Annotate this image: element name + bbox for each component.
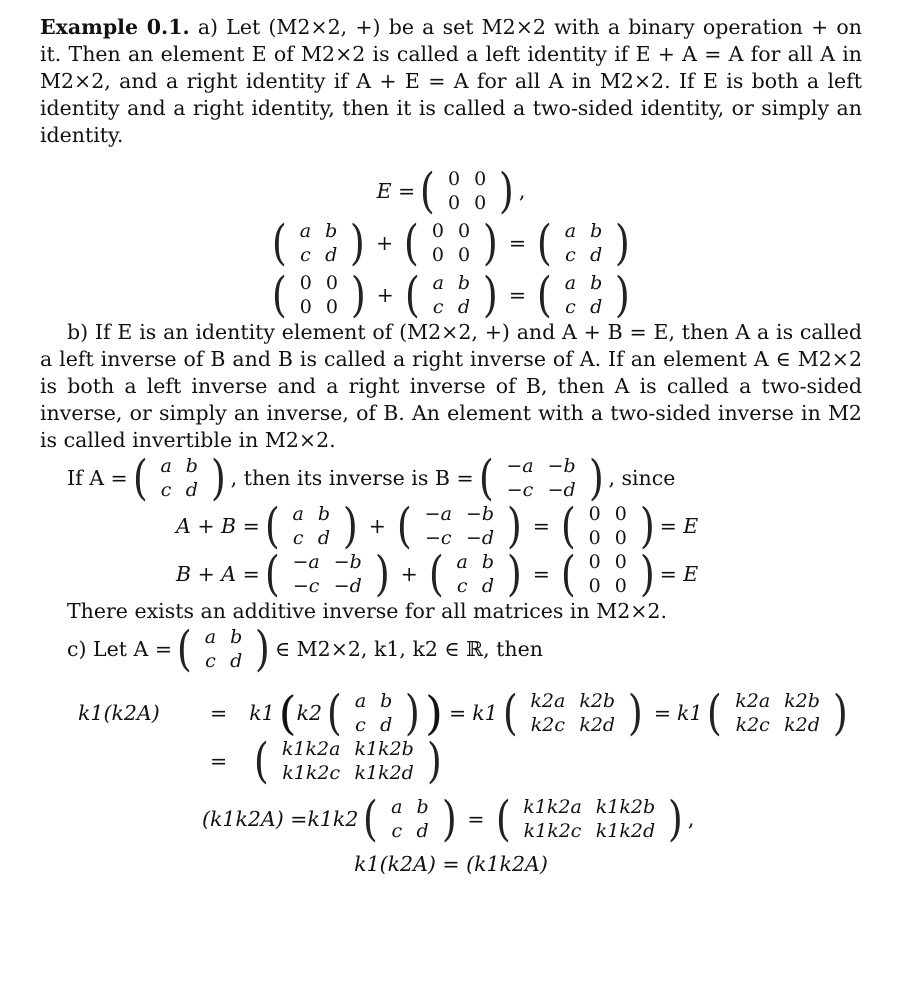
comma: , — [687, 806, 695, 831]
matrix-abcd — [403, 267, 500, 323]
matrix-cell: b — [416, 796, 429, 818]
matrix-k2 — [501, 685, 645, 741]
matrix-cell: −b — [547, 455, 576, 477]
matrix-abcd — [427, 546, 524, 602]
matrix-cell: d — [590, 296, 603, 318]
matrix-cell: −a — [506, 455, 534, 477]
k1-label: k1 — [472, 700, 498, 725]
matrix-cell: d — [325, 244, 338, 266]
matrix-cell: c — [391, 820, 403, 842]
matrix-abcd — [131, 450, 228, 506]
left-paren: ( — [326, 685, 342, 741]
inverse-intro-mid: , then its inverse is B = — [230, 465, 474, 490]
identity-equation — [40, 163, 862, 219]
matrix-cell: k2b — [579, 690, 616, 712]
left-paren: ( — [176, 621, 192, 677]
left-paren: ( — [502, 685, 518, 741]
matrix-cell: 0 — [614, 551, 627, 573]
part-b-line-4: or simply an inverse, of B. An element with a two-sided inverse in M2 is called — [40, 401, 862, 452]
plus-sign: + — [375, 230, 394, 255]
matrix-abcd — [175, 621, 272, 677]
k1k2-label: k1k2 — [307, 806, 359, 831]
matrix-cell: c — [432, 296, 444, 318]
matrix-cell: −a — [292, 551, 320, 573]
matrix-cell: −b — [465, 503, 495, 525]
part-b-line-5: invertible in M2×2. — [132, 428, 336, 452]
equals-E: = E — [659, 561, 699, 586]
document-page — [40, 14, 862, 878]
equals-sign: = — [508, 230, 527, 255]
matrix-cell: a — [391, 796, 403, 818]
matrix-abcd — [325, 685, 422, 741]
matrix-cell: k1k2d — [354, 762, 414, 784]
matrix-cell: b — [230, 626, 243, 648]
additive-inverse-text: There exists an additive inverse for all matrices in M2×2. — [67, 599, 667, 623]
matrix-cell: b — [481, 551, 495, 573]
matrix-cell: c — [355, 714, 366, 736]
left-paren: ( — [536, 267, 552, 323]
matrix-abcd — [263, 498, 360, 554]
matrix-cell: 0 — [458, 244, 471, 266]
matrix-k1k2 — [494, 791, 685, 847]
left-paren: ( — [707, 685, 723, 741]
left-paren: ( — [264, 546, 280, 602]
right-paren: ) — [499, 163, 515, 219]
matrix-cell: d — [185, 479, 198, 501]
inverse-intro — [40, 450, 862, 506]
part-c-post: ∈ M2×2, k1, k2 ∈ ℝ, then — [274, 636, 543, 661]
right-paren: ) — [506, 498, 522, 554]
left-paren: ( — [396, 498, 412, 554]
matrix-cell: a — [299, 220, 312, 242]
matrix-cell: −a — [424, 503, 452, 525]
part-c-intro — [40, 621, 862, 677]
matrix-cell: k1k2a — [281, 738, 341, 760]
right-paren: ) — [482, 215, 498, 271]
matrix-cell: b — [317, 503, 331, 525]
matrix-cell: −d — [333, 575, 362, 597]
matrix-cell: c — [160, 479, 172, 501]
matrix-cell: k2a — [735, 690, 771, 712]
matrix-cell: 0 — [299, 272, 312, 294]
sum-ba-lhs: B + A = — [176, 561, 260, 586]
part-a-line-4: a right identity, then it is called a two-sided identity, or simply an identity. — [40, 96, 862, 147]
matrix-cell: c — [205, 650, 216, 672]
matrix-zero — [559, 546, 657, 602]
left-paren: ( — [428, 546, 444, 602]
equals-sign: = — [532, 561, 550, 586]
matrix-zero — [559, 498, 657, 554]
plus-sign: + — [368, 513, 386, 538]
left-paren: ( — [404, 215, 420, 271]
matrix-zero — [402, 215, 500, 271]
matrix-cell: k1k2c — [282, 762, 341, 784]
part-a-line-2: Then an element E of M2×2 is called a left identity if E + A = A for all A in M2×2, — [40, 42, 862, 93]
right-paren: ) — [482, 267, 498, 323]
right-paren: ) — [210, 450, 226, 506]
part-b-line-3: is both a left inverse and a right inverse of B, then A is called a two-sided inverse, — [40, 374, 862, 425]
matrix-abcd — [361, 791, 458, 847]
matrix-cell: −c — [506, 479, 534, 501]
right-paren: ) — [350, 215, 366, 271]
matrix-cell: 0 — [614, 527, 627, 549]
equals-sign: = — [210, 748, 228, 773]
part-c-pre: c) Let A = — [67, 636, 172, 661]
matrix-k2 — [705, 685, 849, 741]
matrix-abcd — [535, 267, 632, 323]
matrix-cell: d — [481, 575, 495, 597]
equals-sign: = — [449, 700, 467, 725]
matrix-cell: 0 — [325, 296, 338, 318]
left-paren: ( — [254, 733, 270, 789]
matrix-cell: d — [317, 527, 331, 549]
k1-label: k1 — [249, 700, 275, 725]
matrix-cell: 0 — [447, 192, 461, 214]
matrix-cell: 0 — [447, 168, 461, 190]
matrix-cell: d — [416, 820, 429, 842]
right-paren: ) — [639, 546, 655, 602]
left-paren: ( — [404, 267, 420, 323]
part-b-line-2: a left inverse of B and B is called a right inverse of A. If an element A ∈ M2×2 — [40, 347, 862, 371]
k1-label: k1 — [677, 700, 703, 725]
matrix-cell: a — [456, 551, 468, 573]
matrix-neg — [395, 498, 524, 554]
left-paren: ( — [478, 450, 494, 506]
matrix-cell: c — [565, 296, 576, 318]
matrix-cell: b — [590, 220, 603, 242]
right-paren: ) — [639, 498, 655, 554]
matrix-cell: c — [300, 244, 311, 266]
right-paren: ) — [588, 450, 604, 506]
scalar-assoc-line-3 — [40, 791, 862, 847]
matrix-cell: −c — [292, 575, 320, 597]
matrix-cell: 0 — [614, 575, 627, 597]
matrix-neg — [263, 546, 392, 602]
matrix-cell: k2d — [579, 714, 616, 736]
left-paren: ( — [271, 215, 287, 271]
right-paren: ) — [350, 267, 366, 323]
left-paren: ( — [495, 791, 511, 847]
sum-ab-lhs: A + B = — [176, 513, 260, 538]
k1k2A-lhs: k1(k2A) — [78, 700, 160, 725]
inverse-intro-pre: If A = — [67, 465, 128, 490]
matrix-cell: c — [565, 244, 576, 266]
matrix-cell: d — [457, 296, 471, 318]
matrix-cell: 0 — [588, 551, 601, 573]
matrix-cell: a — [292, 503, 304, 525]
right-paren: ) — [627, 685, 643, 741]
final-eq: k1(k2A) = (k1k2A) — [354, 852, 548, 876]
final-equation — [40, 851, 862, 878]
matrix-cell: 0 — [431, 220, 444, 242]
matrix-cell: k2d — [784, 714, 820, 736]
matrix-cell: 0 — [614, 503, 627, 525]
left-paren: ( — [271, 267, 287, 323]
matrix-cell: k1k2b — [595, 796, 656, 818]
matrix-cell: 0 — [458, 220, 471, 242]
left-paren: ( — [536, 215, 552, 271]
right-paren: ) — [426, 733, 442, 789]
equals-sign: = — [210, 700, 228, 725]
matrix-cell: 0 — [299, 296, 312, 318]
plus-sign: + — [400, 561, 418, 586]
matrix-cell: b — [325, 220, 338, 242]
inverse-intro-post: , since — [608, 465, 676, 490]
matrix-cell: d — [380, 714, 393, 736]
matrix-k1k2 — [252, 733, 443, 789]
matrix-cell: −b — [333, 551, 362, 573]
matrix-zero — [418, 163, 516, 219]
matrix-cell: a — [354, 690, 367, 712]
part-a-line-1: a) Let (M2×2, +) be a set M2×2 with a binary operation + on it. — [40, 15, 862, 66]
scalar-assoc-line-2 — [40, 733, 862, 789]
sum-ba-equation — [40, 546, 862, 602]
matrix-cell: −c — [425, 527, 452, 549]
equals-E: = E — [659, 513, 699, 538]
matrix-cell: c — [456, 575, 468, 597]
matrix-cell: b — [457, 272, 471, 294]
matrix-cell: b — [590, 272, 603, 294]
matrix-cell: b — [185, 455, 198, 477]
matrix-cell: b — [380, 690, 393, 712]
matrix-cell: k2c — [530, 714, 565, 736]
left-paren: ( — [264, 498, 280, 554]
matrix-cell: 0 — [325, 272, 338, 294]
matrix-cell: k1k2c — [523, 820, 582, 842]
right-paren: ) — [668, 791, 684, 847]
left-paren: ( — [560, 498, 576, 554]
equals-sign: = — [653, 700, 672, 725]
right-paren: ) — [832, 685, 848, 741]
matrix-cell: k2a — [530, 690, 566, 712]
matrix-cell: a — [432, 272, 444, 294]
left-identity-equation — [40, 267, 862, 323]
right-identity-equation — [40, 215, 862, 271]
scalar-assoc-line-1: k1(k2A) = k1 ( k2 ( a b c d ) ) = k1 ( k2a k2b k2c k2d ) = k1 ( k2a k2b k2c k2d ) — [78, 685, 848, 741]
matrix-cell: k2c — [735, 714, 770, 736]
part-a-line-3: and a right identity if A + E = A for all A in M2×2. If E is both a left identity and — [40, 69, 862, 120]
matrix-cell: −d — [547, 479, 576, 501]
left-paren: ( — [420, 163, 436, 219]
right-paren: ) — [342, 498, 358, 554]
left-paren: ( — [363, 791, 379, 847]
part-a-paragraph — [40, 14, 862, 149]
matrix-cell: 0 — [588, 575, 601, 597]
matrix-cell: k1k2b — [354, 738, 414, 760]
example-heading: Example 0.1. — [40, 15, 190, 39]
left-paren: ( — [560, 546, 576, 602]
identity-eq-lhs: E = — [376, 178, 416, 203]
matrix-cell: 0 — [474, 192, 487, 214]
matrix-cell: d — [590, 244, 603, 266]
matrix-cell: a — [160, 455, 172, 477]
part-b-paragraph — [40, 319, 862, 454]
equals-sign: = — [467, 806, 485, 831]
right-paren: ) — [441, 791, 457, 847]
sum-ab-equation — [40, 498, 862, 554]
left-paren: ( — [132, 450, 148, 506]
matrix-cell: a — [564, 272, 577, 294]
right-paren: ) — [255, 621, 271, 677]
right-paren: ) — [405, 685, 421, 741]
plus-sign: + — [376, 282, 394, 307]
equals-sign: = — [508, 282, 527, 307]
matrix-cell: c — [292, 527, 304, 549]
matrix-zero — [270, 267, 368, 323]
matrix-neg — [477, 450, 606, 506]
matrix-cell: 0 — [588, 503, 601, 525]
matrix-cell: 0 — [431, 244, 444, 266]
matrix-cell: a — [204, 626, 217, 648]
matrix-cell: d — [230, 650, 243, 672]
matrix-cell: 0 — [588, 527, 601, 549]
identity-eq-tail: , — [518, 178, 526, 203]
matrix-cell: −d — [465, 527, 495, 549]
matrix-cell: 0 — [474, 168, 487, 190]
equals-sign: = — [532, 513, 550, 538]
right-paren: ) — [506, 546, 522, 602]
matrix-cell: k2b — [784, 690, 820, 712]
k2-label: k2 — [296, 700, 323, 725]
right-paren: ) — [615, 215, 631, 271]
right-paren: ) — [374, 546, 390, 602]
right-paren: ) — [615, 267, 631, 323]
matrix-cell: k1k2a — [523, 796, 582, 818]
matrix-abcd — [535, 215, 632, 271]
matrix-abcd — [270, 215, 367, 271]
part-b-line-1: b) If E is an identity element of (M2×2, +) and A + B = E, then A a is called — [67, 320, 862, 344]
matrix-cell: k1k2d — [595, 820, 656, 842]
matrix-cell: a — [564, 220, 577, 242]
k1k2A-paren-lhs: (k1k2A) = — [202, 806, 308, 831]
